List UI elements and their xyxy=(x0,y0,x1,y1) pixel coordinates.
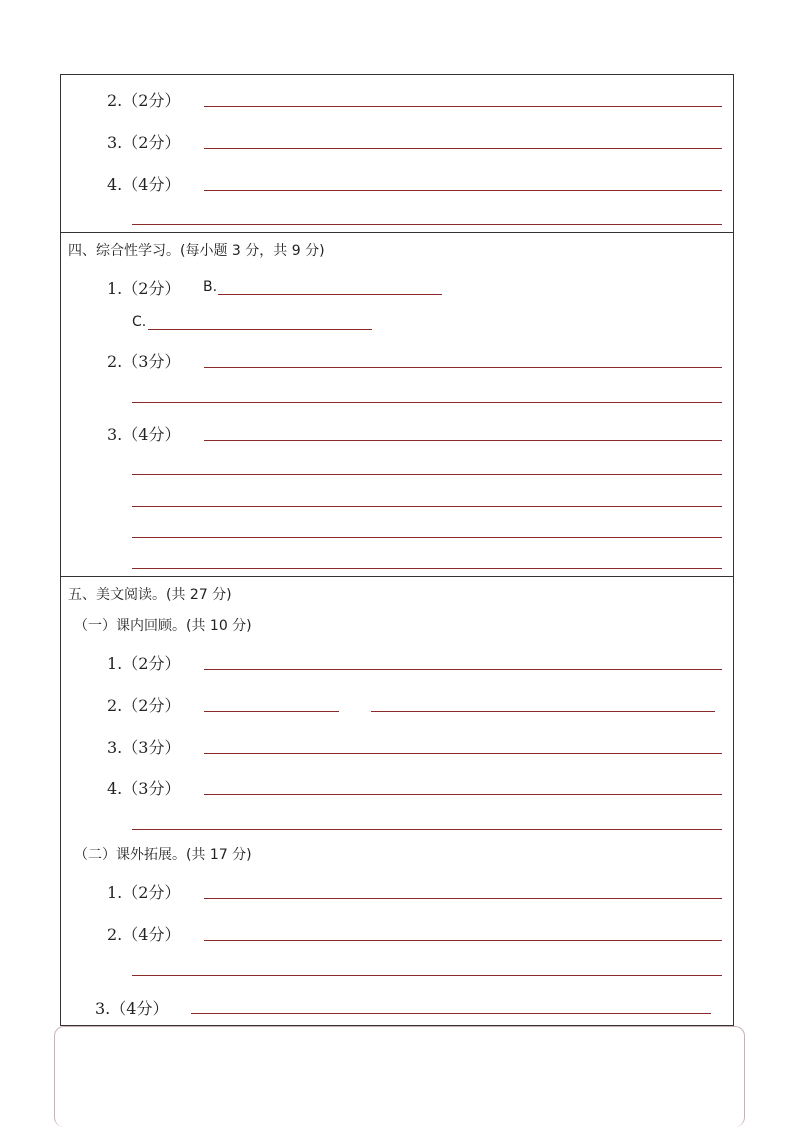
s5-p2-q3-answer-line[interactable] xyxy=(191,1013,711,1014)
s4-q3-label: 3.（4分） xyxy=(107,425,181,444)
s3-q2-answer-line[interactable] xyxy=(204,106,722,107)
s5-p1-q4-answer-line-1[interactable] xyxy=(204,794,722,795)
s3-q4-answer-line-2[interactable] xyxy=(132,224,722,225)
section-4-title: 四、综合性学习。(每小题 3 分，共 9 分) xyxy=(68,243,325,259)
s4-q3-answer-line-1[interactable] xyxy=(204,440,722,441)
s5-p2-q2-answer-line-1[interactable] xyxy=(204,940,722,941)
s5-p2-q1-answer-line[interactable] xyxy=(204,898,722,899)
s5-p1-q2-label: 2.（2分） xyxy=(107,696,181,715)
s5-p2-q1-label: 1.（2分） xyxy=(107,883,181,902)
s4-q3-answer-line-2[interactable] xyxy=(132,474,722,475)
s4-q1-c-label: C. xyxy=(132,314,147,330)
s4-q3-answer-line-3[interactable] xyxy=(132,506,722,507)
s5-p1-q4-answer-line-2[interactable] xyxy=(132,829,722,830)
s5-p2-q2-answer-line-2[interactable] xyxy=(132,975,722,976)
s5-p1-q2-answer-line-a[interactable] xyxy=(204,711,339,712)
section-5-title: 五、美文阅读。(共 27 分) xyxy=(68,587,232,603)
s4-q3-answer-line-4[interactable] xyxy=(132,537,722,538)
section-5-box xyxy=(60,576,734,1026)
next-section-box xyxy=(54,1026,745,1127)
s5-p2-q3-label: 3.（4分） xyxy=(95,999,169,1018)
s5-p1-q3-answer-line[interactable] xyxy=(204,753,722,754)
part-1-title: （一）课内回顾。(共 10 分) xyxy=(74,618,252,634)
s5-p1-q2-answer-line-b[interactable] xyxy=(371,711,715,712)
s4-q1-c-answer-line[interactable] xyxy=(148,329,372,330)
s3-q4-answer-line-1[interactable] xyxy=(204,190,722,191)
s4-q2-label: 2.（3分） xyxy=(107,352,181,371)
s5-p1-q1-label: 1.（2分） xyxy=(107,654,181,673)
s4-q1-b-label: B. xyxy=(203,279,218,295)
s3-q2-label: 2.（2分） xyxy=(107,91,181,110)
s3-q4-label: 4.（4分） xyxy=(107,175,181,194)
s5-p2-q2-label: 2.（4分） xyxy=(107,925,181,944)
s4-q1-b-answer-line[interactable] xyxy=(218,294,442,295)
s4-q2-answer-line-1[interactable] xyxy=(204,367,722,368)
s4-q2-answer-line-2[interactable] xyxy=(132,402,722,403)
part-2-title: （二）课外拓展。(共 17 分) xyxy=(74,847,252,863)
s5-p1-q4-label: 4.（3分） xyxy=(107,779,181,798)
s4-q1-label: 1.（2分） xyxy=(107,279,181,298)
s5-p1-q3-label: 3.（3分） xyxy=(107,738,181,757)
s4-q3-answer-line-5[interactable] xyxy=(132,568,722,569)
s5-p1-q1-answer-line[interactable] xyxy=(204,669,722,670)
s3-q3-answer-line[interactable] xyxy=(204,148,722,149)
s3-q3-label: 3.（2分） xyxy=(107,133,181,152)
